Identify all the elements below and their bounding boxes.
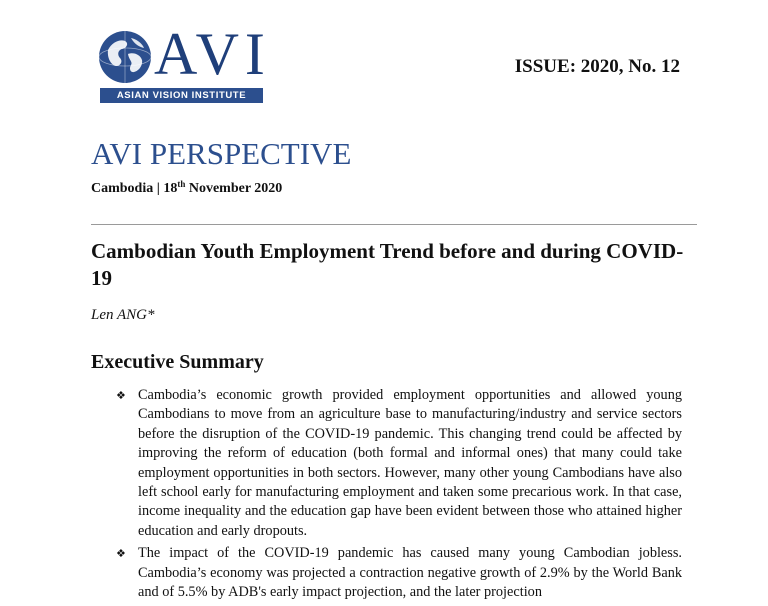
article-title: Cambodian Youth Employment Trend before and during COVID-19 [91,239,684,290]
dateline [91,181,282,197]
section-heading: Executive Summary [91,351,264,373]
logo-banner: ASIAN VISION INSTITUTE [100,88,263,103]
bullet-text: Cambodia’s economic growth provided employment opportunities and allowed young Cambodians to move from an agriculture base to manufacturing/industry and service sectors before the disruption of the COVID-19 pandemic. This changing trend could be affected by improving the reform of education (both formal and informal ones) that many could take employment opportunities in both sectors. However, many other young Cambodians have also left school early for manufacturing employment and taken some precarious work. In that case, income inequality and the education gap have been evident between those who attained higher education and early dropouts. [138,387,682,539]
series-title: AVI PERSPECTIVE [91,136,352,171]
dateline-ordinal: th [177,179,186,189]
issue-number: ISSUE: 2020, No. 12 [514,56,680,77]
summary-list [116,386,682,605]
author-name: Len ANG* [91,307,155,323]
diamond-bullet-icon: ❖ [116,389,126,402]
logo-wordmark: AVI [154,21,271,87]
dateline-place: Cambodia | 18 [91,181,178,196]
avi-logo [98,21,271,104]
list-item [116,386,682,541]
globe-icon [98,30,152,84]
bullet-text: The impact of the COVID-19 pandemic has caused many young Cambodian jobless. Cambodia’s economy was projected a contraction negative growth of 2.9% by the World Bank and of 5.5% by ADB's early impact projection, and the later projection [138,545,682,601]
diamond-bullet-icon: ❖ [116,547,126,561]
divider [91,224,697,225]
list-item [116,544,682,602]
dateline-date: November 2020 [185,181,283,196]
